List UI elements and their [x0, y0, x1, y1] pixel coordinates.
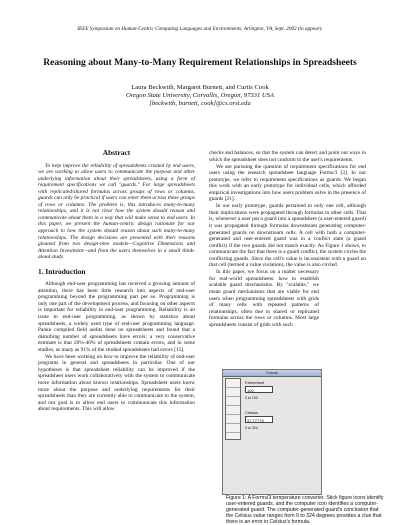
affiliation: Oregon State University, Corvallis, Oregon, 97331 USA	[125, 92, 275, 100]
figure-window-title: Forms	[223, 370, 321, 377]
celsius-label: Celsius	[245, 410, 259, 415]
fahrenheit-cell: 100	[245, 386, 273, 393]
right-paragraph-2: In our early prototype, guards pertained to only one cell, although their implications were propagated through formulas to other cells. That is, whenever a user put a guard into a spreadsheet (a user-entered guard) it was propagated through formulas downstream generating computer-generated guards on downstream cells. A cell with both a computer-generated and user-entered guard was in a conflict state (a guard conflict) if the two guards did not match exactly. As Figure 1 shows, to communicate the fact that there is a guard conflict, the system circles the conflicting guards. Since the cell's value is inconsistent with a guard on that cell (termed a value violation), the value is also circled.	[209, 203, 367, 269]
celsius-cell: 37.77778	[245, 416, 273, 423]
author-emails: [beckwith, burnett, cook]@cs.orst.edu	[149, 100, 251, 108]
right-paragraph-1: We are pursuing the question of requirement specifications for end users using the research spreadsheet language Forms/3 [3]. In our prototype, we refer to requirement specifications as guards. We began this work with an early prototype for individual cells, which afforded empirical investigations into how users problem solve in the presence of guards [21].	[209, 163, 366, 203]
conference-header: IEEE Symposium on Human-Centric Computing Languages and Environments, Arlington, VA, Sept. 2002 (to appear).	[77, 26, 323, 32]
celsius-guard: 0 to 324	[245, 426, 258, 430]
author-block	[60, 84, 340, 109]
fahrenheit-label: Fahrenheit	[245, 380, 265, 385]
tool-palette	[225, 378, 241, 440]
author-names: Laura Beckwith, Margaret Burnett, and Curtis Cook	[131, 84, 269, 91]
right-column	[209, 150, 366, 328]
intro-paragraph-1: Although end-user programming has received a growing amount of attention, there has been little research into aspects of end-user programming beyond the programming part per se. Programming is only one part of the development process, and focusing on other aspects is important for reliability in end-user programming. Reliability is an issue in end-user programming, as shown by statistics about spreadsheets, a widely used type of end-user programming language. Panko compiled field audits done on spreadsheets and found that a disturbing number of spreadsheets have errors: a very conservative estimate is that 20%-40% of spreadsheets contain errors, and in some studies, as many as 91% of the studied spreadsheets had errors [15].	[38, 281, 195, 353]
intro-paragraph-2: We have been working on how to improve the reliability of end-user programs in general and spreadsheets in particular. One of our hypotheses is that spreadsheet reliability can be improved if the spreadsheet users work collaboratively with the system to communicate more information about known relationships. Spreadsheet users know more about the purpose and underlying requirements for their spreadsheets than they are currently able to communicate to the system, and our goal is to allow end users to communicate this information about requirements. This will allow	[38, 353, 195, 413]
right-paragraph-0: checks and balances, so that the system can detect and point out ways in which the spreadsheet does not conform to the user's requirements.	[209, 150, 366, 163]
left-column	[38, 150, 195, 413]
abstract-text: To help improve the reliability of spreadsheets created by end users, we are working to allow users to communicate the purpose and other underlying information about their spreadsheets, using a form of requirement specifications we call "guards." For large spreadsheets with replicated/shared formulas across groups of rows or columns, guards can only be practical if users can enter them across these groups of rows or columns. The problem is, this introduces many-to-many relationships, and it is not clear how the system should reason and communicate about them in a way that will make sense to end users. In this paper, we present the human-centric design rationale for our approach to how the system should reason about such many-to-many relationships. The design decisions are presented with their reasons gleaned from two design-time models—Cognitive Dimensions and Attention Investment—and from the users themselves in a small think-aloud study.	[38, 162, 195, 261]
paper-title: Reasoning about Many-to-Many Requirement Relationships in Spreadsheets	[43, 57, 357, 68]
fahrenheit-guard: 0 to 100	[245, 396, 258, 400]
figure-1-screenshot	[222, 369, 322, 495]
intro-heading: 1. Introduction	[38, 266, 86, 276]
right-paragraph-3: In this paper, we focus on a matter necessary for real-world spreadsheets: how to establish scalable guard mechanisms. By "scalable," we mean guard mechanisms that are viable for end users when programming spreadsheets with grids of many cells with repeated patterns of relationships, often due to shared or replicated formulas across the rows or columns. Most large spreadsheets consist of grids with such	[209, 269, 319, 328]
abstract-heading: Abstract	[102, 148, 131, 157]
figure-1-caption: Figure 1: A Forms/3 temperature converter. Stick figure icons identify user-entered guards, and the computer icon identifies a computer-generated guard. The computer-generated guard's conclusion that the Celsius value ranges from 0 to 324 degrees provides a clue that there is an error in Celsius's formula.	[226, 495, 384, 525]
